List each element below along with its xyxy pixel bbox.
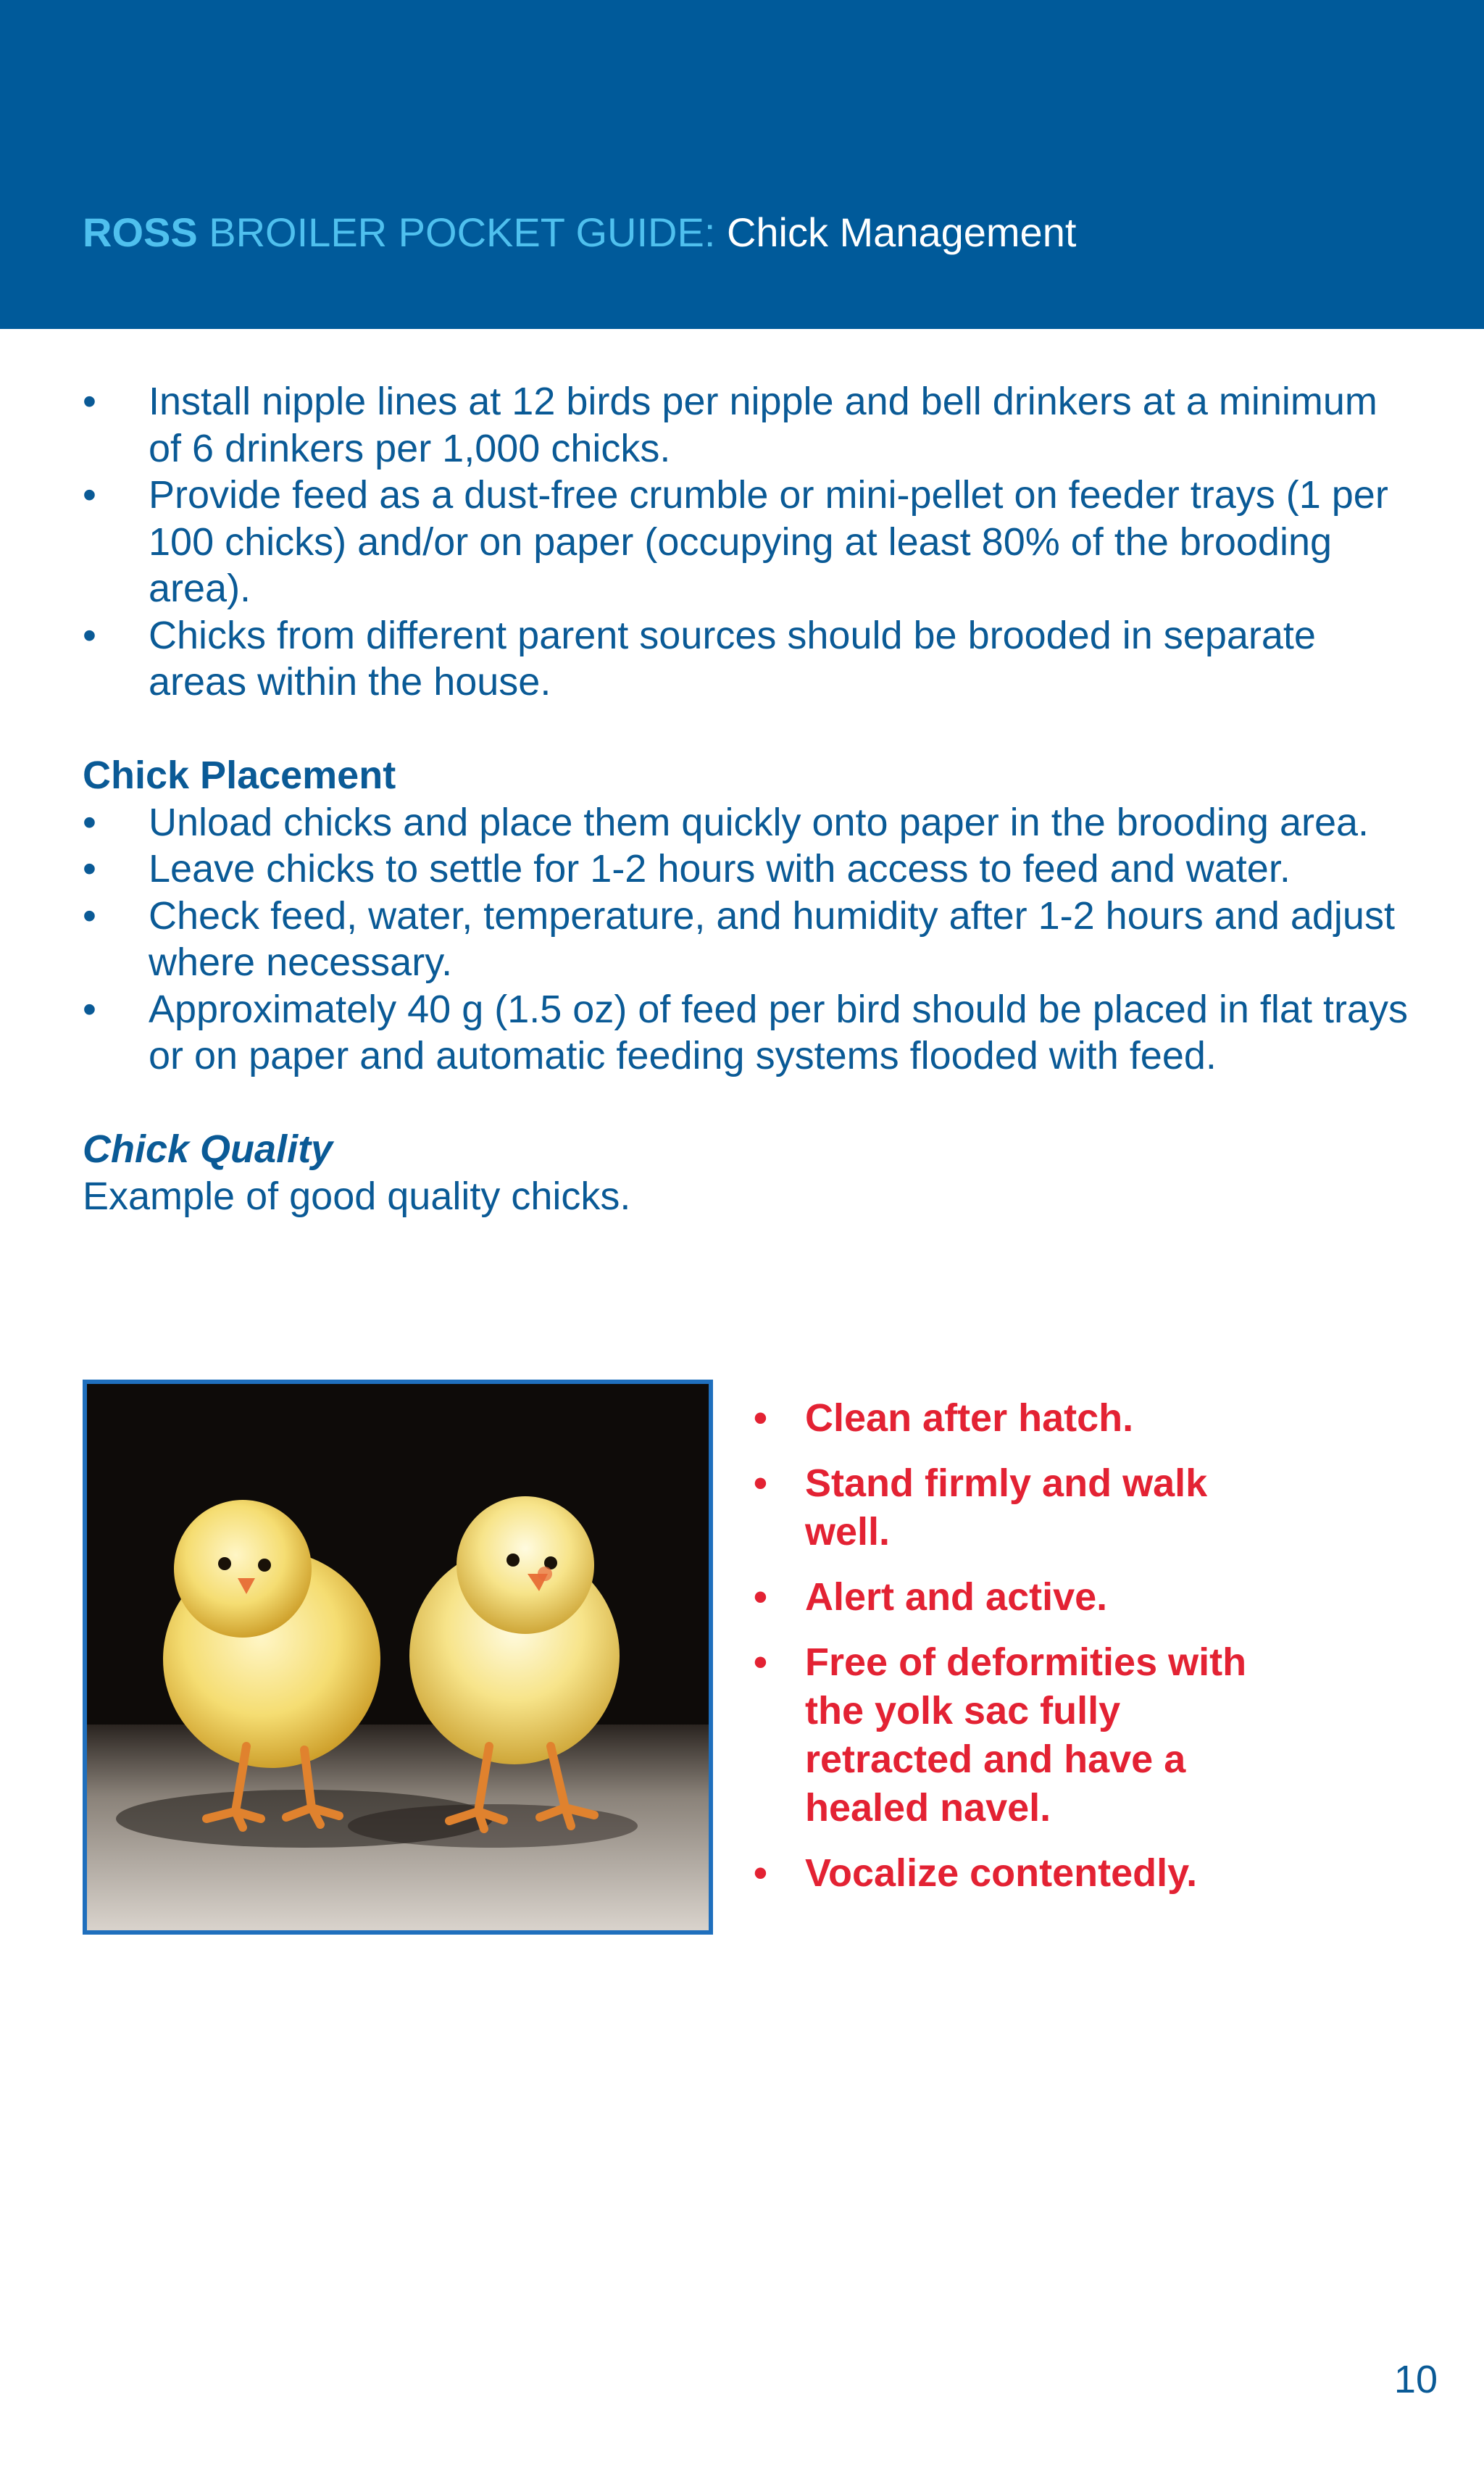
bullet-icon: • <box>754 1575 767 1619</box>
list-item <box>83 893 1416 986</box>
list-item <box>754 1638 1275 1832</box>
list-item <box>83 986 1416 1080</box>
bullet-icon: • <box>83 987 96 1031</box>
chick-quality-heading: Chick Quality <box>83 1127 333 1171</box>
list-item-text: Approximately 40 g (1.5 oz) of feed per bird should be placed in flat trays or on paper and automatic feeding systems flooded with feed. <box>149 987 1408 1077</box>
chick-quality-criteria <box>754 1394 1275 1914</box>
bullet-icon: • <box>83 893 96 938</box>
list-item-text: Stand firmly and walk well. <box>805 1461 1208 1554</box>
list-item-text: Install nipple lines at 12 birds per nipple and bell drinkers at a minimum of 6 drinkers per 1,000 chicks. <box>149 380 1377 470</box>
bullet-icon: • <box>754 1461 767 1505</box>
chick-placement-heading: Chick Placement <box>83 754 396 797</box>
bullet-icon: • <box>83 847 96 891</box>
list-item-text: Provide feed as a dust-free crumble or mini-pellet on feeder trays (1 per 100 chicks) and/or on paper (occupying at least 80% of the brooding area). <box>149 473 1388 610</box>
list-item-text: Chicks from different parent sources should be brooded in separate areas within the house. <box>149 613 1316 704</box>
intro-bullet-list <box>83 378 1416 706</box>
page-number: 10 <box>1393 2358 1438 2401</box>
list-item <box>83 612 1416 706</box>
list-item-text: Free of deformities with the yolk sac fully retracted and have a healed navel. <box>805 1640 1247 1830</box>
bullet-icon: • <box>754 1851 767 1895</box>
list-item-text: Unload chicks and place them quickly onto paper in the brooding area. <box>149 800 1370 844</box>
bullet-icon: • <box>83 380 96 423</box>
list-item <box>754 1459 1275 1556</box>
bullet-icon: • <box>83 473 96 517</box>
list-item <box>83 472 1416 612</box>
list-item-text: Check feed, water, temperature, and humidity after 1-2 hours and adjust where necessary. <box>149 893 1395 984</box>
list-item <box>83 799 1416 846</box>
chick-quality-caption: Example of good quality chicks. <box>83 1174 631 1218</box>
list-item <box>754 1394 1275 1443</box>
header-title <box>83 207 1076 258</box>
list-item <box>754 1849 1275 1898</box>
chicks-photo <box>83 1380 713 1935</box>
bullet-icon: • <box>83 800 96 844</box>
page-header <box>0 0 1484 329</box>
list-item-text: Leave chicks to settle for 1-2 hours with access to feed and water. <box>149 847 1291 891</box>
list-item <box>83 846 1416 893</box>
list-item-text: Alert and active. <box>805 1575 1108 1619</box>
main-content <box>83 378 1416 1219</box>
list-item <box>83 378 1416 472</box>
bullet-icon: • <box>754 1396 767 1440</box>
header-brand: ROSS <box>83 209 198 255</box>
placement-bullet-list <box>83 799 1416 1080</box>
header-section-title: Chick Management <box>715 209 1077 255</box>
list-item-text: Clean after hatch. <box>805 1396 1134 1440</box>
header-guide-title: BROILER POCKET GUIDE: <box>197 209 716 255</box>
bullet-icon: • <box>754 1640 767 1684</box>
bullet-icon: • <box>83 613 96 657</box>
list-item <box>754 1573 1275 1622</box>
list-item-text: Vocalize contentedly. <box>805 1851 1198 1895</box>
